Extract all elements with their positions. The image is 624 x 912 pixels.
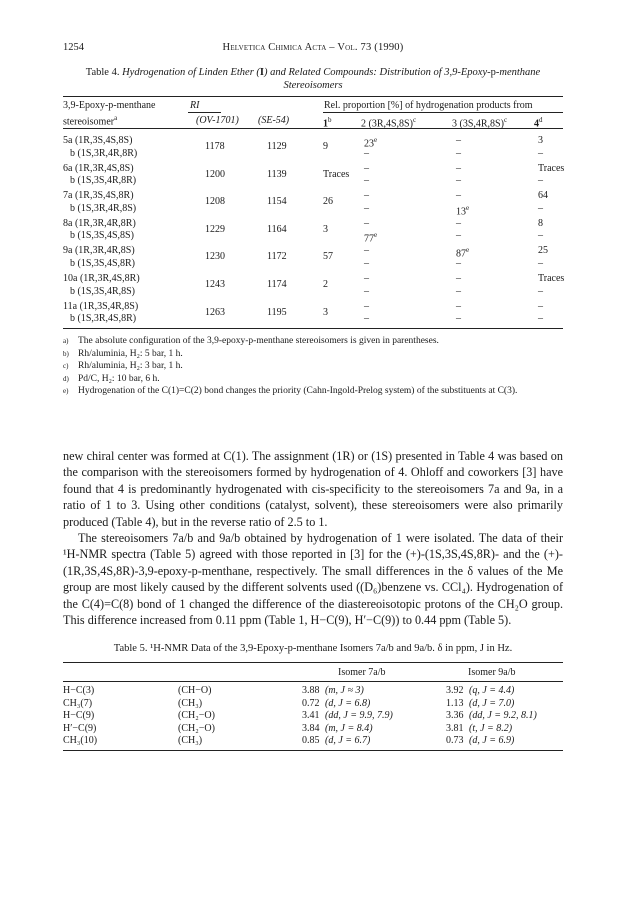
product-4-a: 64	[538, 190, 548, 202]
product-4-b: –	[538, 202, 543, 214]
footnote-text: Rh/aluminia, H₂: 5 bar, 1 h.	[78, 348, 183, 359]
proton: H−C(3)	[63, 685, 95, 696]
shift-9: 3.92	[446, 685, 464, 696]
isomer-b: b (1S,3S,4R,8R)	[70, 175, 137, 187]
col-rel-proportion-label: Rel. proportion [%] of hydrogenation products from	[324, 100, 533, 111]
product-2-a: –	[364, 273, 369, 284]
footnote-mark: b)	[63, 349, 69, 358]
isomer-a: 9a (1R,3R,4R,8S)	[63, 245, 135, 257]
product-2-a: –	[364, 300, 369, 312]
product-3-b: –	[456, 230, 461, 242]
journal-title: Helvetica Chimica Acta – Vol. 73 (1990)	[222, 42, 404, 53]
col-stereoisomer-label-2: stereoisomer$^a$	[63, 114, 118, 128]
table5-top-rule	[63, 662, 563, 663]
mult-7: (dd, J = 9.9, 7.9)	[325, 710, 393, 722]
proton: H−C(9)	[63, 710, 95, 722]
isomer-b: b (1S,3S,4S,8S)	[70, 230, 134, 242]
product-4-b: –	[538, 285, 543, 297]
proton: H′−C(9)	[63, 722, 97, 734]
col-isomer-9: Isomer 9a/b	[468, 667, 516, 678]
ri-ov1701: 1229	[205, 223, 225, 235]
product-3-b: –	[456, 257, 461, 269]
isomer-a: 11a (1R,3S,4R,8S)	[63, 300, 139, 312]
product-2-b: –	[364, 147, 369, 159]
rel-underline	[323, 112, 563, 113]
col-product-3: 3 $(3S,4R,8S)^c$	[452, 116, 508, 130]
proton: CH₃(7)	[63, 697, 93, 709]
product-2-a: –	[364, 245, 369, 257]
product-2-b: 77e	[364, 231, 378, 245]
shift-9: 0.73	[446, 735, 464, 747]
shift-7: 3.41	[302, 710, 320, 722]
product-3-a: –	[456, 217, 461, 229]
product-3-a: –	[456, 162, 461, 174]
group: (CH₃)	[178, 697, 203, 709]
mult-9: (d, J = 7.0)	[469, 697, 515, 709]
mult-9: (t, J = 8.2)	[469, 722, 513, 734]
product-3-b: –	[456, 175, 461, 187]
product-2-b: –	[364, 202, 369, 214]
footnote-text: Hydrogenation of the C(1)=C(2) bond changes the priority (Cahn-Ingold-Prelog system) of the substituents at C(3).	[78, 386, 518, 396]
ri-se54: 1172	[267, 251, 287, 263]
product-4-a: Traces	[538, 162, 565, 174]
group: (CH₃)	[178, 735, 203, 747]
footnote-text: Rh/aluminia, H₂: 3 bar, 1 h.	[78, 361, 183, 371]
product-2-a: 23e	[364, 136, 378, 150]
table4-bottom-rule	[63, 328, 563, 329]
table5-bottom-rule	[63, 750, 563, 751]
table5-caption: Table 5. ¹H-NMR Data of the 3,9-Epoxy-p-menthane Isomers 7a/b and 9a/b. δ in ppm, J in Hz.	[113, 643, 513, 654]
footnote-mark: a)	[63, 337, 69, 345]
ri-ov1701: 1243	[205, 279, 225, 290]
mult-7: (d, J = 6.7)	[325, 735, 371, 747]
shift-7: 3.84	[302, 722, 320, 734]
ri-se54: 1174	[267, 279, 287, 290]
table4-caption: Table 4. Hydrogenation of Linden Ether (I) and Related Compounds: Distribution of 3,9-Epoxy-p-menthane Stereoisomers	[85, 67, 541, 91]
col-ri-label: RI	[190, 100, 200, 111]
product-3-a: –	[456, 135, 461, 146]
group: (CH−O)	[178, 685, 212, 696]
product-3-a: 87e	[456, 246, 470, 260]
col-stereoisomer-label: 3,9-Epoxy-p-menthane	[63, 100, 156, 111]
product-1: 57	[323, 251, 333, 263]
page-number: 1254	[63, 42, 84, 53]
product-2-b: –	[364, 257, 369, 269]
shift-9: 1.13	[446, 697, 464, 709]
ri-se54: 1154	[267, 196, 287, 208]
footnote-mark: e)	[63, 387, 69, 395]
ri-se54: 1164	[267, 223, 287, 235]
product-3-a: –	[456, 190, 461, 202]
product-3-b: –	[456, 313, 461, 325]
table4-top-rule	[63, 96, 563, 97]
running-header	[63, 42, 563, 56]
shift-7: 0.72	[302, 697, 320, 709]
group: (CH₂−O)	[178, 722, 215, 734]
shift-9: 3.81	[446, 722, 464, 734]
product-2-b: –	[364, 285, 369, 297]
product-3-b: 13e	[456, 203, 470, 218]
product-4-a: 3	[538, 135, 543, 146]
body-paragraph-1: new chiral center was formed at C(1). The assignment (1R) or (1S) presented in Table 4 was based on the comparison with the stereoisomers formed by hydrogenation of 4. Ohloff and coworkers [3] have found that 4 is predominantly hydrogenated with cis-specificity to the stereoisomers 7a and 9a, in a ratio of 1 to 3. Using other conditions (catalyst, solvent), these stereoisomers were also primarily produced (Table 4), but in the reverse ratio of 2.5 to 1.	[63, 449, 563, 529]
ri-se54: 1195	[267, 306, 287, 318]
isomer-a: 10a (1R,3R,4S,8R)	[63, 273, 140, 284]
footnote-text: The absolute configuration of the 3,9-epoxy-p-menthane stereoisomers is given in parentheses.	[78, 336, 439, 346]
mult-7: (d, J = 6.8)	[325, 697, 371, 709]
mult-9: (d, J = 6.9)	[469, 735, 515, 747]
product-3-b: –	[456, 285, 461, 297]
ri-se54: 1129	[267, 141, 287, 152]
product-4-a: 8	[538, 217, 543, 229]
isomer-b: b (1S,3R,4R,8S)	[70, 202, 137, 214]
product-2-b: –	[364, 313, 369, 325]
ri-underline	[188, 112, 221, 113]
ri-se54: 1139	[267, 168, 287, 180]
product-4-b: –	[538, 230, 543, 242]
ri-ov1701: 1200	[205, 168, 225, 180]
footnote-text: Pd/C, H₂: 10 bar, 6 h.	[78, 373, 160, 384]
group: (CH₂−O)	[178, 710, 215, 722]
product-2-a: –	[364, 162, 369, 174]
product-1: 26	[323, 196, 333, 208]
mult-7: (m, J ≈ 3)	[325, 685, 364, 696]
product-4-b: –	[538, 313, 543, 325]
product-4-b: –	[538, 257, 543, 269]
product-3-b: –	[456, 147, 461, 159]
col-se54-label: (SE-54)	[258, 115, 290, 126]
isomer-a: 6a (1R,3R,4S,8S)	[63, 162, 134, 174]
product-2-b: –	[364, 175, 369, 187]
isomer-b: b (1S,3R,4R,8R)	[70, 147, 138, 159]
product-1: 3	[323, 223, 328, 235]
isomer-b: b (1S,3S,4S,8R)	[70, 257, 136, 269]
mult-9: (dd, J = 9.2, 8.1)	[469, 710, 537, 722]
body-text	[63, 448, 563, 628]
shift-9: 3.36	[446, 710, 464, 722]
col-product-4: 4$^d$	[534, 116, 543, 130]
product-4-b: –	[538, 175, 543, 187]
product-1: 2	[323, 279, 328, 290]
product-2-a: –	[364, 217, 369, 229]
product-1: 3	[323, 306, 328, 318]
shift-7: 3.88	[302, 685, 320, 696]
footnote-mark: d)	[63, 374, 69, 383]
product-4-a: Traces	[538, 273, 565, 284]
product-3-a: –	[456, 273, 461, 284]
proton: CH₃(10)	[63, 735, 98, 747]
shift-7: 0.85	[302, 735, 320, 747]
product-1: Traces	[323, 168, 350, 180]
isomer-b: b (1S,3R,4S,8R)	[70, 313, 137, 325]
product-2-a: –	[364, 190, 369, 202]
table5-header-rule	[63, 681, 563, 682]
product-1: 9	[323, 141, 328, 152]
ri-ov1701: 1230	[205, 251, 225, 263]
mult-9: (q, J = 4.4)	[469, 685, 515, 696]
col-product-2: 2 $(3R,4S,8S)^c$	[361, 116, 417, 130]
product-4-a: 25	[538, 245, 548, 257]
body-paragraph-2: The stereoisomers 7a/b and 9a/b obtained by hydrogenation of 1 were isolated. The data of their ¹H-NMR spectra (Table 5) agreed with those reported in [3] for the (+)-(1S,3S,4S,8R)- and the (+)-(1R,3S,4S,8R)-3,9-epoxy-p-menthane, respectively. The small differences in the δ values of the Me group are most likely caused by the different solvents used ((D₆)benzene vs. CCl₄). Hydrogenation of the C(4)=C(8) bond of 1 changed the difference of the diastereoisotopic protons of the CH₂O group. This difference increased from 0.11 ppm (Table 1, H−C(9), H′−C(9)) to 0.44 ppm (Table 5).	[63, 531, 563, 628]
product-4-b: –	[538, 147, 543, 159]
ri-ov1701: 1208	[205, 196, 225, 208]
ri-ov1701: 1263	[205, 306, 225, 318]
footnote-mark: c)	[63, 362, 69, 370]
isomer-a: 8a (1R,3R,4R,8R)	[63, 217, 136, 229]
col-isomer-7: Isomer 7a/b	[338, 667, 386, 678]
ri-ov1701: 1178	[205, 141, 225, 152]
isomer-b: b (1S,3S,4R,8S)	[70, 285, 136, 297]
product-3-a: –	[456, 300, 461, 312]
isomer-a: 5a (1R,3S,4S,8S)	[63, 135, 133, 146]
col-product-1: 1$^b$	[323, 116, 332, 130]
mult-7: (m, J = 8.4)	[325, 722, 373, 734]
product-4-a: –	[538, 300, 543, 312]
isomer-a: 7a (1R,3S,4S,8R)	[63, 190, 134, 202]
col-ov1701-label: (OV-1701)	[196, 115, 239, 126]
